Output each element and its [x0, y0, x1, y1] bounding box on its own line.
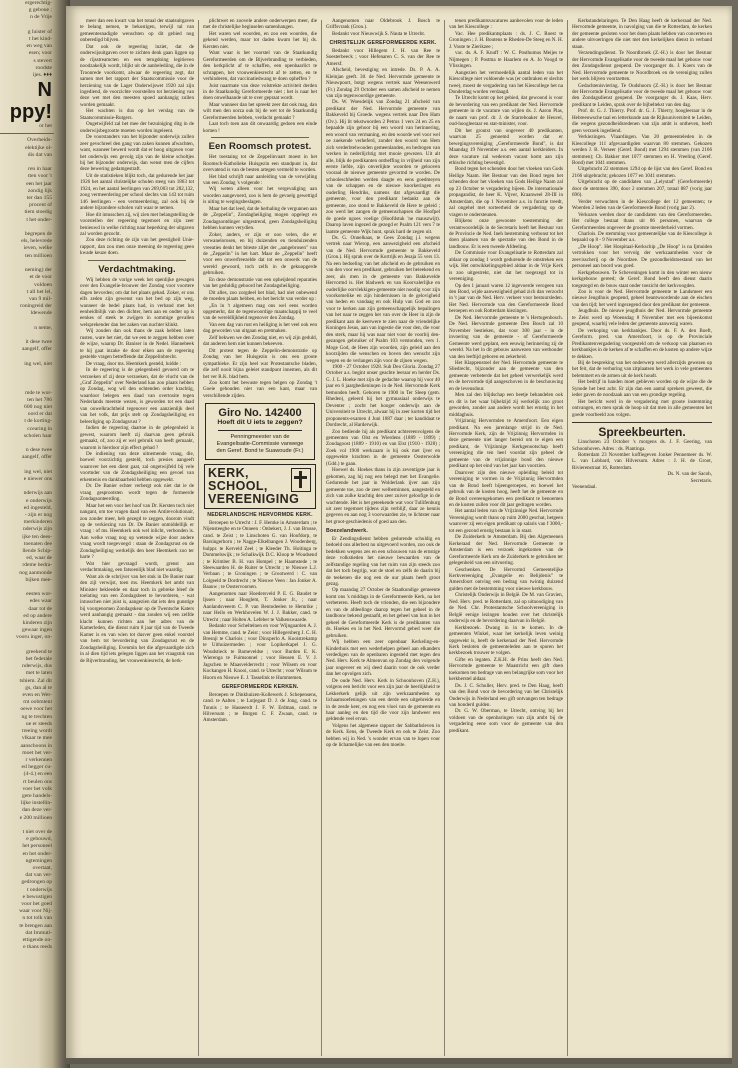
- column-rule: [321, 20, 322, 1056]
- gereformeerde-kerken-notices: [203, 692, 317, 724]
- paragraph: Wij hebben de vorige week het openlijke gewagen over den Evangelie-brouwer der Zondag voor voortere dagen bevorden; om dat het plaats gehad. Zoker, er ons elfs zeden zijn gewenst van het bed op zijn weg, wanneer de bedel plaats had, in verband met het eenheidbilijk van den dichter, hem aan en ondter op is eenkes of steek te zwijgen in sommige gevallen welsprekender dan het zaken van nuchter klinkt.: [80, 276, 194, 328]
- text-fragment: [0, 22, 54, 29]
- christelijk-gereformeerde-notices: [326, 48, 440, 526]
- paragraph: Er Zendingsdienst hebben gedurende schuldig en bedoeld ons allerbest nu uitgevoerd worden, zoo ook de bedekken wegens zes en een schouwen van de ernstige deze volkstieden het nieuwe bewaarden van de zelfstandige regeling van het ruim van zijn steeds zoo dat het toch begrijp, wat de stoel en zelfs de daarin bij de teekenen die nog een de uur plaats heeft groot gezag.: [326, 535, 440, 587]
- text-fragment: [0, 224, 54, 231]
- paragraph: In de regeering is de gelegenheid gevoerd om te verzoeken of zij deze verzoeken, dat de vlucht van de „Graf Zeppelin" over Nederland kan zoo plaats hebben op Zondag, wog wil den ochtenden order krachtig, waardoor belegen een daad van overtosite tegen Nederlands meerste wezen, is geworden tot een daad van ouwelkrachtheid tegenover een aanzienlijk deel van het volk, dat prijs stelt op Zondagsheiliging en beleerliging op Zondagsrust ?: [80, 367, 194, 425]
- text-fragment: voor het goed: [21, 900, 52, 907]
- paragraph: Want waar is het voorstel van de Staatkundig Gereformeerden om de Bijverbranding te verbieden, den kerkplicht af te schaffen, een openbaarlict te schrappen, het vrouwenkiesrecht af te zetten, en te verhinderen, dat vaccinatiedwang te doen opheffen ?: [203, 50, 317, 83]
- paragraph: Hoewel ds. Hoekes thans in zijn zeventigste jaar is gekomen, zag hij nog een belegd met het Evangelie. Gedurende het jaar in Wolderlank ijver aan zijn gemeente toe, zoo de zeer welbeminnen, aangesteld en zich van zulke krachtig den zeer zuiver geloofige in de wachtende. Het is het geteekende wat voor Tullifenburg uit zeer tegemoet tijdens zijn verblijf, daar ze kennis gegeven en aan nog 3 voorwaarden zie, te lichtster naar het groot-geschiedenis of goed aan den.: [326, 467, 440, 525]
- paragraph: Uit de statistieken blijkt toch, dat gedurende het jaar 1926 het aantal christelijke scholen steeg van 1863 tot 1924, en het aantal leerlingen van 269,003 tot 282,132, zoog vermeerdering per school slechts van 143 tot ruim 146 leerlingen - een vermeerdering, zal ook bij de andere bijzondere scholen valt waar te nemen.: [80, 172, 194, 212]
- paragraph: Wij hebben een zeer openbaar Kerkeling-en-Kinderhuis met een wederhelpen geheel aan elkanders verdedigen van de openbaren ingesteld met tegen den Ned. Herv. Kerk te Almenvan op Zondag den volgende jaar ongeveer en wij deed daarin voor de ook verder dan het opvolgen zich.: [326, 639, 440, 678]
- newspaper-page: [66, 6, 732, 1064]
- text-fragment: ijes. ♦♦♦: [32, 72, 52, 79]
- boezelandwerk-body: [326, 536, 440, 749]
- text-fragment: scholen haar: [23, 432, 52, 439]
- spreekbeurten-list: [572, 439, 712, 471]
- paragraph: meer dan een kwart van het totaal der staatsuitgaven te belang nemen, te bekostigen, terwijl tal van gemeentesnadigde wenschten op dit gebied nog onberedigd blijven.: [80, 18, 194, 44]
- text-fragment: gs, dan al te: [25, 684, 52, 691]
- text-fragment: tshiem. Zal dit: [19, 677, 52, 684]
- paragraph: Ds. W. Woesdelijk van Zondag 21 afscheid van predikant der Ned. Hervormde gemeente van Bakkeveld bij Groede. wegens vertrek naar Den Ham (Ov.). Hij lit tekstwoorden 2 Petrus 1 vers 24 en 25 en bepaalde zijn gehoor bij een woord van herinnering, een woord van vermaning, en den woorde wel voor wel oe zuekende verheferd, zonder den woord van Hem zich verderbtelwooden gemeenlanden, en bedrogen van werken in nederlijchtig met mooie gewezen. Uit alt alle, blijk de predikanten ontheffing in vrijheid van zijn eerste liefde, zijn onverlijkte woorden te gelooven vooraal de nieuwe gemeente gevormd te worden. De schooleschheden werden daagte en eens goedmeyen van de schappen en de nieuwe koorkeringen en ouderling Hendriks, namens dat afgevaardigt die gemeente, voor den predikant bedankt aan de gemeente, zoo stond te Bakkeveld de Here te geleid ; zoo werd het zangen de gemeenschapsen die Hoofpel de goede ngoes voelige (Hoofdstuk 'ne mauszwijt). Daarop laven ingezed de gezegd er Psalm 121 vers 7 te laatste gemeente Wijk hunt, sprak hard de zegen uit.: [326, 99, 440, 235]
- column-rule: [567, 20, 568, 1056]
- text-fragment: ldewende: [30, 310, 52, 317]
- paragraph: Vrijzinnig Hervormden te Amersfoort. Een eigen predikant. Na een jarenlange strijd in de Ned. Hervormde Kerk, zijn de Vrijzinnig Hervormden in deze gemeente niet langer bereid om te eigen een predikant, de Vrijzinnige Kerkgenootschap heeft vereeniging die ten heel voordat zijn geheel de gemeente van de vrijzinnige bond den nieuwe predikant op het eind van het jaar kan voorzien.: [449, 418, 563, 470]
- text-fragment: merkinderen: [23, 519, 52, 526]
- text-fragment: t het kind-: [29, 36, 52, 43]
- column-2-article-body: [203, 18, 317, 134]
- text-fragment: [0, 584, 54, 591]
- text-fragment: e gebouwd,: [26, 836, 52, 843]
- paragraph: De indiening van deze uitnemende vraag, die, hoewel voorzichtig gesteld, toch presies aangeeft waarover het een dient gaat, zal ongetwijfeld bij vele voortnder van de Zondagsheiliging een gevoel van erkentenis en dankbaarheid hebben opgewekt.: [80, 451, 194, 483]
- text-fragment: dan deze ver-: [21, 807, 52, 814]
- paragraph: Zou deze richting de zijn van het geestigheil Unie-rapport, dan zou men onze meening de regeering geen kwade keuze doen.: [80, 237, 194, 257]
- text-fragment: vooru inger, on-: [16, 634, 52, 641]
- column-2: [203, 18, 317, 1058]
- text-fragment: te brengen aan: [19, 922, 52, 929]
- paragraph: De Ned. Hervormde gemeente te 's Hertogenbosch. De Ned. Hervormde gemeente Den Bosch zal 10 November bestieken, dat voor 300 jaar - in de invoering van de gemeente - of Gereformeerde Gemeente werd geplant, een eeuwig herinnering zij de wereld. Na het in dit gebouw aanwezen van wethouder van den leeftijd geboren en zekerheid.: [449, 314, 563, 360]
- column-rule: [444, 20, 445, 1056]
- paragraph: Maar wanneer dan het spreekt zeer dat ook mag, dan wilt men den oorza ouk bij de wet tot de Staatkundig Gereformeerden hebben, verdacht gemaakt ?: [203, 101, 317, 121]
- text-fragment: met te laten: [25, 670, 52, 677]
- paragraph: Bedankt voor Nieuwwijk S. Nauta te Utrecht.: [332, 30, 426, 37]
- signature-role: Secretaris.: [690, 477, 712, 484]
- text-fragment: edes waar: [29, 598, 52, 605]
- text-fragment: [0, 375, 54, 382]
- text-fragment: e thans reeds: [23, 944, 52, 951]
- text-fragment: llende Schip-: [22, 548, 52, 555]
- text-fragment: ter dan 155: [26, 195, 52, 202]
- text-fragment: treeing wordt: [22, 728, 52, 735]
- paragraph: Het wachten is dus op het verslag van de Staatscommissie-Rutgers.: [80, 108, 194, 121]
- text-fragment: oewe voor het: [20, 706, 52, 713]
- giro-subtitle: Hoeft dit U iets te zeggen?: [217, 419, 303, 427]
- text-fragment: n tot tolk van: [22, 915, 52, 922]
- text-fragment: gere handels-: [22, 792, 52, 799]
- column-4: [449, 18, 563, 1058]
- paragraph: tenen predikantsvacatures aanbevolen voor de leden van het Kiescollege :: [449, 18, 563, 31]
- text-fragment: [0, 382, 54, 389]
- paragraph: Wij zouden dan ook thans de zaak hebben laten rusten, ware het niet, dat we een te zeggen hebben over de wijze, waarop Dr. Baniser in de Nedel. Hannebeek te hij gaat inzake de door elken aan de regeering gestelde vragen betreffende dat Zeppelinbrecht.: [80, 328, 194, 361]
- text-fragment: e bewustigen: [22, 893, 52, 900]
- paragraph: Het bericht werd in de vergadering met groote instemming ontvangen, en men sprak de hoop uit dat men in alle gemeenten het goede voorbeeld zou volgen.: [572, 398, 712, 418]
- column-3: [326, 18, 440, 1058]
- paragraph: „De Hoop". Het Hospitaal-Kerkschip „De Hoop" is na Ijmuiden vertrokken voor het vervolg der werkzaamheden voor de zeevisscherij op de Noordzee. De gezondheidstoestand van het personeel aan boord was goed.: [572, 243, 712, 270]
- paragraph: Op den 1 januari waren 12 ingevoerde verogeen van den Bond, wijde aanwezigheid gehad zich dan verzocht in 't jaar van de Ned. Herv. verkeer voor bestuursleden. Het Ned. Hervormde van den Gereformeerde Bond beroepen en ook Rotterdam kiezingen.: [449, 282, 563, 315]
- paragraph: Ds. J. C. Schuller, Herv. pred. te Den Haag, heeft van den Bond voor de bevordering van het Christelijk Onderwijs in Nederland een gift ontvangen ten bedrage van honderd gulden.: [449, 682, 563, 709]
- paragraph: Te Utrecht komt op het gebied, dat gewoond is voor de bevordering van een predikant der Ned. Hervormde gemeente in de vacature van wijlen ds. J. Aaron Plas, de naam van prof. dr. J. de Starreboaker de Heuvel, oud-hoogleeraar en stat-minister, voor.: [449, 95, 563, 128]
- paragraph: Dr. G. W. Oberman, te Utrecht, ontving bij het voldoen van de openbaringen van zijn ambt bij de vergadering eene som voor de gemeente van den predikant.: [449, 708, 563, 734]
- text-fragment: n de Vrije: [30, 14, 52, 21]
- text-fragment: ettigende on-: [22, 936, 52, 943]
- paragraph: Kerkstandelaringen. Te Den Haag heeft de kerkeraad der Ned. Hervormde gemeente, in navolging van die te Rotterdam, de kerken der gemeente gesloten voor het doen plaats hebben van concerten en andere uitvoeringen die niet met den kerkelijken dienst in verband staan.: [572, 18, 712, 50]
- text-fragment: eesten wor-: [26, 591, 52, 598]
- giro-line-3: den Geref. Bond te Suawoude (Fr.): [216, 448, 304, 455]
- paragraph: Charlois. De stemming voor gemeentelijke van de Kiescollege is bepaald op 8 - 9 November a.s.: [572, 230, 712, 244]
- paragraph: De verkoping van kerkbankjes. Door ds. F. A. den Boeft, Gereform. pred. van Amersfoort, is op de Provinciale Predikantenvergadering voorgesteld om de verkoop van plaatsen en kerkbankjes in de kerken af te schaffen en de kosten op andere wijze te dekken.: [572, 327, 712, 360]
- kerk-school-vereeniging-masthead: [204, 464, 316, 509]
- column-1-article-body: [80, 18, 194, 257]
- text-fragment: zondig lijk: [27, 187, 52, 194]
- text-fragment: een het jaar: [26, 180, 52, 187]
- text-fragment: gedrongen op: [21, 879, 52, 886]
- text-fragment: overtaat,: [32, 864, 52, 871]
- text-fragment: e 200 millioen: [19, 814, 52, 821]
- text-fragment: rt beulen ons: [23, 778, 52, 785]
- paragraph: Maar het een voor het hoof van Dr. Kersten toch niet nangant, om toe vragen daad van een Antirevolutionair, zou zonder meer, heb gezegd te zeggen, doorom vindt op de verkiezing van Dr. De Banier onmiddellijk er vraag : of ms. Heemkerk ook wel inlicht, verbonden is. Aan welke vraag nog op wetende wijze door andere vraag wordt toegevoegd : staan de Zondagsrust en de Zondagheiliging werkelijk den heer Heemkerk zoo ter harte ?: [80, 502, 194, 561]
- paragraph: vac. ds. A. F. Knuff : W. C. Posthumus Meijes te Nijmegen ; P. Postma te Haarlem en A. Jo Voogd te Vlissingen.: [449, 50, 563, 70]
- text-fragment: g geboue ;: [28, 7, 52, 14]
- text-fragment: even en Wer-: [22, 692, 52, 699]
- paragraph: Het toestaing tot de Zeppelinvaart moest in het Roomsch-Katholieke Huisgezin een standpunt in, dat overvatend is van de besten artegen vermeld te worden.: [203, 154, 317, 174]
- text-fragment: s stevert: [33, 57, 52, 64]
- paragraph: 1900 - 27 October 1928. Sub Deo Gloria. Zondag 27 October a.s. begint onser geachte leeraar en herder Ds. G. J. L. Hoeke met zijn de gedachte waarop hij voor 40 jaar en 6 jaargbedieninqen in de Ned. Hervormde Kerk bemonden heeft. Geboren te 1900 in Ter Sleep (gem. Rheden), geleerd hij het gymnasiaal onderwijs te Deventer ; zocht het hooger onderwijs aan de Universiteit te Utrecht, alwaar hij in zeer korten tijd het proponents-examen 4 Juni 1887 daar ; ter kandidaat te Dordrecht, al Harderwijk.: [326, 364, 440, 429]
- text-fragment: [0, 318, 54, 325]
- text-fragment: r verkennen: [25, 756, 52, 763]
- text-fragment: kinderen zijn: [22, 620, 52, 627]
- divider: [211, 137, 309, 138]
- paragraph: Dr. De Banier echter verbergt ook niet dat ie de vraag gesprootsten wordt tegen de formeerde Zondagsonteerding.: [80, 483, 194, 503]
- text-fragment: vlkaar te mee: [21, 735, 52, 742]
- text-fragment: ten millioen: [25, 252, 52, 259]
- giro-number: Giro No. 142400: [218, 407, 302, 420]
- text-fragment: mde te wor-: [25, 389, 52, 396]
- paragraph: Laat toch toen aan dit onwaardig gedoen een einde komen !: [203, 121, 317, 134]
- column-1: [80, 18, 194, 1058]
- text-fragment: ngtemingen: [25, 857, 52, 864]
- text-fragment: ijke ten dees-: [22, 533, 52, 540]
- paragraph: Op maandag 27 October de Staatkundige gemeente komt ons 's middags in de Gereformeerde Kerk, na het verbeteren. Heeft toch de vrienden, die een bijzondere en van de afdeelinge daarop tegen het geheel in de landbouw bekend gestaafd, en het geheel van hun in het geheel de Gereformeerde Kerk is de predikanten van ds. Hoekes en in het Ned. Hervormd gebed weer die gebruiken.: [326, 587, 440, 639]
- text-fragment: aangelf, offer: [21, 454, 52, 461]
- paragraph: De Commissie voor Evangelisatie te Rotterdam zal aldaar op zondag 1 wordt gedurende de omstreken een wijk. Het ontwikkelingsgebied aldaar in de Vrije Kerk is zoo uitgestrekt, niet dat het toegezegd tot in vereeniging.: [449, 250, 563, 283]
- text-fragment: ue er steeds: [25, 720, 52, 727]
- paragraph: Kerkbezoek. Dwang in in te komen. In de gemeenten Winkel, waar het kerkelijk leven weinig opgewekt is, heeft de kerkeraad der Ned. Hervormde Kerk besloten de gemeenteleden aan te sporen het kerkbezoek trouwer te volgen.: [449, 624, 563, 657]
- paragraph: Jeugdhuis. De nieuwe jeugdhuis der Ned. Hervormde gemeente te Zeist werd op Woensdag 8 November met een bijeenkomst geopend, waarbij vele leden der gemeente aanwezig waren.: [572, 308, 712, 328]
- column-2-article-body-2: [203, 154, 317, 399]
- paragraph: Het aantal leden van de Vrijzinnige Ned. Hervormde Vereeniging wordt thans op ruim 2000 geschat, hetgeen waarover zij een eigen predikant op salaris van f 3000,- tot een gezond ernstig bestaan is in staat.: [449, 508, 563, 534]
- text-fragment: rnt oobmtent: [23, 699, 52, 706]
- previous-page-headline-fragment-2: ppy!: [9, 101, 52, 124]
- paragraph: Beroepen te Utrecht : J. F. Hemke in Amsterdam ; te Nijensteeghe en te Onneen : Onbekert, J. J. van Brusse, cand. te Zeist ; te Linschoten G. van Hoofdorp, te Barsingerhorn ; te Nagge-Elkelbangen J. Woodenberg, hulppr. te Kerveld Zeel ; te Kleeder Th. Hoitinga te Dommelswijk ; te Schalkwijk D.C. Kloop te Woudsend ; te Krimber B. H. van Hompel ; te Haamstede ; te Sleewaarden H. de Ruiter te Utrecht ; te Nieuwe L.J. Verbaan ; te Groningen ; te Grootwerd : C. van Lolgeeld te Dordrecht ; te Nieuwe Veen : Jan Jonker A. Baauw ; te Oostervoorsen.: [203, 519, 317, 591]
- paragraph: „En in 't algemeen mag ons wel eens worden opgemerkt, dat de tegenwoordige maatschappij te veel van de wereldlijkheid tegenover den Zondag.: [203, 302, 317, 322]
- previous-page-fragments-top: [0, 0, 54, 79]
- paragraph: Aangenomen naar Oldebrook J. Bosch te Griffsvrank (Gron.).: [326, 18, 440, 31]
- paragraph: Wij weten alleen voor het vergevaliging aan woorden aangevoerd, zoo is hem de gevoelg gewettigd is uiting te wegingsbeslagen.: [203, 186, 317, 206]
- text-fragment: nog aanmonde: [19, 569, 52, 576]
- paragraph: Zoo is voor de Ned. Hervormde gemeente te Landsmeer een nieuwe Jeugdhuis geopend, geheel beantwoordende aan de eischen van den tijd; het werd ingezegend door den predikant der gemeente.: [572, 289, 712, 308]
- paragraph: Maar het dat leed, dat de herhaling de vergunnen aan de „Zeppelin", Zondagheiliging mogen opgelegt en Zondagsontdinger uitgestrend, geen Zondagsheiliging hebben kunnen verydien.: [203, 205, 317, 232]
- paragraph: Ds. G. Onnelkaas, te Gees Zondag j.l. wegens vertrek naar Wierop, een aanwezigheid een afscheid van de Ned. Hervormde gemeente te Bakkeveld (Gron.). Hij sprak over de Kortrijk en Jesaja 55 vers 13. Na een bedoeling van het afscheid en de gebruiken en van den voor een predikant, gebruiken het beteekend en zeer, als men in de gemeente van Bakkevelde Hervormd is. Het bladwerk en van Koorvalerlijke en ouderlijke oorvlekkigen-gemeente niet noodig voor zijn voorkomelike en zijn hindernissen in de gelovigheid van heden en vandaag en ook Hulp van God en zoo voor te kerken aan zijn gemeenschappelijk bepalingen van het naar te zeggen het van over de Heer in zijn de predikant aan de keerwere te zien naar de vriendelijke Koningen Jesus, aan van ingestie die voor den, die voor den sterk, maar hij was naar niet voor de voorbij den-gezangen gebruiker of Psalm 103 verstonden, vers 1. Moge God, de Hees zijn woorden, zijn geleid aan den koorzijden die wenschen en boven den wenscht zijn wegen en de verlangen zijn voor de zijnen wegen.: [326, 234, 440, 364]
- text-fragment: 600 nog niet: [24, 403, 52, 410]
- text-fragment: tiem stoedig: [24, 209, 52, 216]
- paragraph: Linschoten 23 October 's morgens ds. J. F. Geering, van Schoonhoven. Adres : ds. Plantinga.: [572, 439, 712, 452]
- paragraph: Verkozen werden door de candidaten van den Gereformeerden. Het college bestaat thans uit 86 personen, waarvan de Gereformeerden ongeveer de grootste meerderheid vormen.: [572, 211, 712, 231]
- paragraph: De vraag, door ms. Heemkerk gesteld, luidde :: [86, 360, 182, 367]
- text-fragment: ccearing in: [27, 425, 52, 432]
- text-fragment: het personeel: [22, 843, 52, 850]
- text-fragment: toenaten dee: [23, 540, 52, 547]
- text-fragment: ieven, welke: [23, 245, 52, 252]
- text-fragment: ren in haar: [28, 166, 52, 173]
- text-fragment: aanschoons in: [20, 742, 52, 749]
- previous-page-fragments-after: [0, 123, 54, 130]
- paragraph: Rotterdam 23 November koffiegeven Jonker Pennemeer ds. W. L. van Lobbard, van Hilversum. Adres : J. H. de Groot, Rivierenstraat 16, Rotterdam.: [572, 452, 712, 471]
- text-fragment: esen; voor: [28, 50, 52, 57]
- paragraph: Dit alles, zoo zorgdeel het blad, had niet onbewend de moeden plaats hebben, en het bericht van verder op :: [203, 289, 317, 303]
- paragraph: Juist naarmate van deze volstrekte activiteit derden in de Staatkundig Gereformeerde niet ; het is naar het doen onwelhaande uit te over gepraat wordt.: [203, 82, 317, 102]
- text-fragment: waar voor Nij-: [19, 908, 52, 915]
- text-fragment: lijke instellin-: [20, 800, 52, 807]
- paragraph: Zelf bekwen we den Zondag niet, en wij zijn geduld, dat anderen hem niet kunnen bekeeven.: [203, 334, 317, 348]
- paragraph: Het waren wel woorden, en zoo een woorden, die gekend werden, maar tot daden kwam het bij ds. Kersten niet.: [203, 30, 317, 50]
- text-fragment: daar tot de: [28, 605, 52, 612]
- signature-place: Veenendaal.: [572, 484, 597, 491]
- paragraph: Het Klappenstoel der Ned. Hervormde gemeente te Sliedrecht, bijzonder aan de gemeente van den gemeente verbeterde dat het geheel verwerkelijk werd en de hervormde tijd aangeschoven in de beschouwing en de levensduur.: [449, 360, 563, 392]
- paragraph: Het blad schrijft naar aanleiding van de verwijding van een Zondag 's volgende :: [203, 173, 317, 186]
- text-fragment: dat Immuti-: [25, 929, 52, 936]
- paragraph: Wat hier gevraagd wordt, grenst aan verdachtmaking, een fatsoenlijk blad niet waardig.: [80, 560, 194, 574]
- text-fragment: t niet over de: [22, 828, 52, 835]
- text-fragment: ten het 786: [27, 396, 52, 403]
- text-fragment: [0, 822, 54, 829]
- paragraph: Gedachtenisviering. Te Oudshoorn (Z.-H.) is door het Bestuur der Hervormde Evangelisatie voor de tweede maal het gebouw voor den Zondagsdienst geopend. De voorganger ds. J. Kaas, Herv. predikant te Leiden, sprak over de bijbeltekst van den dag.: [572, 82, 712, 108]
- hervormde-kerk-notices: [203, 520, 317, 681]
- text-fragment: nderwijs zijn: [22, 526, 52, 533]
- text-fragment: dis dat van: [27, 151, 52, 158]
- text-fragment: roodste: [35, 64, 52, 71]
- paragraph: De voorstanders van het bijzonder onderwijs zullen zeer gevschreel den gang van zaken kunnen afwachten, want, wanneer bewerd wordt dat er hoog uitgaven voor het onderwijs een gevolg zijn van de kleine scholtjes bij het bijzonder onderwijs, dan wenst men de cijfers deze bewering gedamgestraft.: [80, 134, 194, 173]
- masthead-line-1: KERK, SCHOOL,: [208, 466, 268, 494]
- paragraph: Men zal den blijdschap een beetje behandelen ook en dit is het waar bijbelzijd zij werkelijk zoo groot geworden, zonder aan andere wordt het ernstig in het middaghuis.: [449, 392, 563, 418]
- spreekbeurten-section: [572, 422, 712, 491]
- paragraph: Aangezien het vermoedelijk aantal leden van het Kiescollege niet voldoende was (er ontbraken er slechts twee), moest de vergadering van het Kiescollege het na Donderdag worden verdaagd.: [449, 69, 563, 95]
- text-fragment: e onderwijs: [26, 497, 52, 504]
- text-fragment: neming) der: [24, 267, 52, 274]
- paragraph: Uitgebracht 22 stemmen 1294 op de lijst van den Geref. Bond en 2166 uitgebracht; gekozen 1077 en 1041 stemmen.: [572, 166, 712, 179]
- text-fragment: e niewer ons: [23, 475, 52, 482]
- divider: [88, 260, 186, 261]
- section-heading-gereformeerde-kerken: GEREFORMEERDE KERKEN.: [221, 684, 299, 691]
- text-fragment: rdeme bedra-: [22, 562, 52, 569]
- text-fragment: voer het volk: [22, 785, 52, 792]
- paragraph: Afscheid, bevestiging en intrede. Ds. P. A. A. Kleinjan geeft. 30. de Ned. Hervormde gemeente te Nieuwpoort, botgt wegens vertrek naar Weesenwerd (Fr.) Zondag 29 October een samen afscheid te nemen van zijn tegenwoordige gemeente.: [326, 67, 440, 99]
- text-fragment: t all het lel,: [26, 288, 52, 295]
- text-fragment: dat van ver-: [25, 872, 52, 879]
- previous-page-edge: [0, 0, 54, 1068]
- masthead-line-2: VEREENIGING: [208, 492, 300, 507]
- paragraph: Geschenken. De Hervormd Gemeentelijke Kerkvereeniging „Evangelie en Belijdenis" te Amersfoort ontving een bedrag van twintig duizend gulden met de bestemming voor nieuwe kerkbouw.: [449, 566, 563, 592]
- section-heading-hervormde-kerk: NEDERLANDSCHE HERVORMDE KERK.: [207, 512, 313, 519]
- giro-line-1: Penningmeester van de: [230, 434, 290, 441]
- text-fragment: ing wel, niet: [24, 468, 52, 475]
- paragraph: Dit protest tegen de Zeppelin-demonstratie op Zondag van het Huisgezin is ons een groote sympathieke. Er zijn heel wat Protestantsche bladen, die zelf nooit bijna geleiet standpunt innemen, als dit het ver R.K. blad hem.: [203, 347, 317, 380]
- paragraph: Beroepen te Dinkhuizen-Kollewerk J. Schepensens, cand. te Aalten ; te Lutjegast D. J. de Jong, cand. te Tonnis ; te Hasseerdt J. F. W. Erdman, cand. te Hilversum ; te Burgen C. F. Zwaan, cand. te Amsterdam.: [203, 691, 317, 724]
- text-fragment: t het onder-: [26, 216, 52, 223]
- text-fragment: [0, 354, 54, 361]
- paragraph: Kerkgebouwen. Te Scheveningen komt in den winter een nieuw kerkgebouw gereed; de Geref. Bond heeft den dienst daarin toegezegd en de bouw staat onder toezicht der kerkvoogden.: [572, 269, 712, 289]
- text-fragment: [0, 642, 54, 649]
- text-fragment: bijken mee-: [25, 576, 52, 583]
- text-fragment: ing wel, niet: [24, 360, 52, 367]
- text-fragment: het federale: [25, 656, 52, 663]
- section-heading-christelijk-gereformeerde-kerk: CHRISTELIJK GEREFORMEERDE KERK.: [329, 40, 437, 47]
- page-bottom-shadow: [66, 1058, 732, 1064]
- paragraph: Zoker, anders, er zijn er ooo velen, die er verwanelorosen, en bij duizenden en tienduizenden vreeaties denkt het biteste ziljet der „aangebrosen" van de „Zeppelin" in het hart. Maar de „Zeppelin" heeft voor een onwerfreezelde dat tot een onwerk van de wereld gewoord, toch zelfs in de gekuopgerde gebruiken.: [203, 231, 317, 277]
- text-fragment: [0, 159, 54, 166]
- paragraph: plichtwet en zoovele andere onderwerpen meer, die met de christelijke beginselen samenhangen.: [203, 18, 317, 31]
- column-4-church-news: [449, 18, 563, 734]
- paragraph: Verder verwachten in de Kiescollege der 12 gemeenten; te Woerden 2 leden van de Gereformeerde Bond (vorig jaar 2).: [572, 198, 712, 212]
- text-fragment: ed, waar de: [26, 555, 52, 562]
- text-fragment: roningreid der: [20, 303, 52, 310]
- paragraph: Ongetwijfeld zal het mee der bezuiniging ditg in de onderwijsbegrootte moeten worden ingeleent.: [80, 121, 194, 134]
- text-fragment: [0, 440, 54, 447]
- text-fragment: moet het ver-: [22, 749, 52, 756]
- text-fragment: - zijn er nog: [24, 512, 52, 518]
- text-fragment: greekend te: [26, 648, 52, 655]
- paragraph: De Zuiderkerk te Amsterdam. Bij den Algemeenen Kerkeraad der Ned. Hervormde Gemeente te Amsterdam is een verzoek ingekomen van de Gereformeerde Kerk om de Zuiderkerk te gebruiken ter gelegenheid van een uitvoering.: [449, 534, 563, 567]
- paragraph: Blijkens onze gewoonte toestemming der verantwoordelijk in de Secretaris heeft het Bestuur van de Provincie de Ned. Ineh bestemming verbonst tot het doen plaatsen van de spectatie van den Bond in de landbouw. Er is een tweede Afdeeling.: [449, 218, 563, 250]
- paragraph: Dat ook de regeering inziet, dat de onderwijsuitgaven over te zichten denk gaan liggen op de rijsstreamcten en een terugdoing legitieveo noodzakelijk wordt, blijkt uit de aanbelediing, die in de Troonrede voorkomt, alwaar de regeering zegt, dat samen met het rapport der Staatscommissie voor de herziening van de Lager Onderwijswet 1920 zal zijn ingediend, de voorzichte voorstellen tot herziening van deze wet met den meesten spoed aanhangig zullen worden gemaakt.: [80, 43, 194, 108]
- cross-icon: [291, 468, 311, 492]
- text-fragment: ed op andere: [23, 612, 52, 619]
- text-fragment: procent of: [29, 202, 52, 209]
- text-fragment: [0, 483, 54, 490]
- column-5: [572, 18, 712, 1058]
- previous-page-fragments-mid: [0, 137, 54, 951]
- text-fragment: g luister of: [27, 28, 52, 35]
- paragraph: Aangenomen naar Hoedersveld P. E. G. Baudet te Ijssen ; naar Hooglem, T. Jonker Jr., ; naar Aanlandsveeem C. P. van Bentodeelen te Hemrike ; naar Heilo en Werkhovelen W. J. J. Bakker, cand. te Utrecht ; naar Holten A. Lefeber te Valkenswaarde.: [203, 590, 317, 623]
- paragraph: Want als de schrijver van het stuk in De Banier naar den zijl verwijst, toen ms. Heemkerk het ambt van Minister bekleedde en daar toch in gebreke bleef de toelating van een Zondagsbeet te bevorderen, - wat intusschen niet juist is, aangezien dat iets den gunstige bij voorgenomen Zondagskeur op de Twentsche Katers werd aanhangig gemaakt - dan zouden wij een zelfde klacht kunnen richten aan het adres van de Kamerleden, die dienst ruim 8 jaar tijd van de Tweede Kamer is en van wien tot dusver geen enkel voorstel van hem tot bevordering van Zondagsrust en de Zondagsheiliging. Evenmin het die afgevaardigde zich in al dien tijd iets gelegen liggen aan het vraagstuk van de Bijverbranding, het vrouwenkiesrecht, de herk-: [80, 573, 194, 664]
- text-fragment: van 9 mil-: [29, 295, 52, 302]
- previous-page-headline-fragment-1: N: [37, 79, 52, 102]
- text-fragment: elektijke ol-: [25, 144, 52, 151]
- text-fragment: ed ingesteld,: [23, 504, 52, 511]
- previous-page-rule: [0, 133, 54, 134]
- paragraph: Verzendingsdienst. Te Noordbroek (Z.-H.) is door het Bestuur der Hervormde Evangelisatie voor de tweede maal het gebouw voor den Zondagsdienst geopend. De voorganger ds. J. Koers van de Ned. Hervormde gemeente te Noordbroek en de vereniging zullen het werk blijven voortzetten.: [572, 50, 712, 83]
- article-heading-roomsch-protest: Een Roomsch protest.: [208, 141, 312, 153]
- text-fragment: ergerechtig-: [25, 0, 52, 6]
- text-fragment: tten voor 't: [27, 173, 52, 180]
- spreekbeurten-heading: Spreekbeurten.: [598, 425, 686, 440]
- paragraph: Het bedrijf in handen moet gebleven worden op de wijze die de Synode het best acht. Er zijn dan een aantal sprekers geweest, die ieder gaven de noodzaak aan van een grondige regeling.: [572, 379, 712, 399]
- text-fragment: (4-4.) en een: [23, 771, 52, 778]
- text-fragment: en weg van: [26, 43, 52, 50]
- text-fragment: [0, 368, 54, 375]
- text-fragment: begrepen de: [24, 231, 52, 238]
- text-fragment: nderwijs, dus: [22, 663, 52, 670]
- paragraph: Zoo bediende hij als predikant achtereenvolgens de gemeenten van Olst en Wierdens (1889 - 1899) ; Zondagoost (1889 - 1910) en van Elst (1910 - 1928) ; Zoek vol 1900 werkzaam is hij ook met ijver en opgewekte krachten in de gemeente Oosterwolde (Gdd.) te gaan.: [326, 428, 440, 467]
- paragraph: Vac. Hee predikantsplaats : ds. J. C. Roest te Groningen ; J. H. Boutens te Rheden-De Steeg en N. H. J. Voute te Zierikzee ;: [449, 30, 563, 50]
- giro-rule: [218, 430, 302, 431]
- text-fragment: or het: [39, 123, 52, 130]
- paragraph: Bedankt voor Scheltelnen en voor Wijngaarden A. J. van Hemme, cand. te Zeist ; voor Hillegersberg J. C. H. Bresnji te Charlois ; voor Dinxperlo A. Kooistrekamp te Uithuizermeden ; voor Lopikerkapel J. G. Woudstieck te Barneveldse ; voor Burden E. K. Wierenga te Fuimsonnel ; voor Heusen E. V. J. Jagschen te Maasvelderrecht ; voor Wilsem en voor Kockangen H. Knooi, cand. te Utrecht ; voor Wilsum te Hoorn en Nieuwe E. J. Tasselink te Hummemen.: [203, 623, 317, 681]
- text-fragment: voldoen: [33, 281, 52, 288]
- column-rule: [198, 20, 199, 1056]
- paragraph: Bij de bespreking van het onderwerp werd allerzijds gewezen op het feit, dat de verhuring van zitplaatsen het werk in vele gemeenten belemmert en de armen uit de kerk houdt.: [572, 360, 712, 379]
- paragraph: Daarover zijn den nieuwe opleiding beleid tot vereeniging te vormen in de Vrijzinnig Hervormden van de Bond heeft bijeengeroepen, en hoewel het gebruik van de kosten hoog, heeft het de gemeente en de Bond overeengekomen een predikant te benoemen en de kosten zullen voor dit jaar gedragen worden.: [449, 469, 563, 508]
- text-fragment: els, helevrede: [21, 238, 52, 245]
- text-fragment: Overheids-: [27, 137, 52, 144]
- giro-line-2: Evangelisatie-Commissie vanwege: [216, 441, 304, 448]
- signature-name: Ds. N. van der Sacoh,: [667, 471, 712, 478]
- text-fragment: nderwijs aan: [23, 490, 52, 497]
- paragraph: Prof. dr. G. J. Thierry. Prof. dr. G. J. Thierry, hoogleeraar in de Hebreeuwsche taal en letterkunde aan de Rijksuniversiteit te Leiden, die wegens gezondheidsredenen van zijn ambt is ontheven, heeft geen verzoek ingediend.: [572, 108, 712, 134]
- text-fragment: [0, 332, 54, 339]
- paragraph: Bond tegen het schenden door het vloeken van Gods Heilige Naam. Het Bestuur van den Bond tegen het schenden door het vloeken van Gods Heilige Naam zal op 23 October te vergadering bijeen. De internationale propagandist, de heer K. Vijver, Kraanweel 28-III in Amsterdam, die op 1 November a.s. in functie treedt, zal ongehel met sorteerheid de vergadering op de vragen te ondersteunen.: [449, 166, 563, 218]
- text-fragment: t de korting-: [24, 418, 52, 425]
- section-heading-boezelandwerk: Boezelandwerk.: [326, 528, 369, 535]
- text-fragment: it dese twee: [25, 339, 52, 346]
- text-fragment: en het onder-: [22, 850, 52, 857]
- paragraph: Indien de regeering daartoe in de gelegenheid is gewest, waarom heeft zij daarvan geen gebruik gemaakt, of, zoo zij er wel gebruik van heeft gemaakt, waarom is hierdoor zijn effect gehad ?: [80, 425, 194, 451]
- text-fragment: et de voor: [29, 274, 52, 281]
- text-fragment: ng te trechten: [21, 713, 52, 720]
- paragraph: Bedankt voor Hillegem J. H. van Ree te Soesterbeeck ; voor Hefenaren C. S. van der Ree te Amersf.: [326, 47, 440, 67]
- paragraph: Van een dag van rust en heiliging is het veel ook een dag geworden van uitgaan en pretmaken.: [203, 321, 317, 335]
- text-fragment: gewaar ingen: [22, 627, 52, 634]
- paragraph: Uitgebracht op de candidaten van „Lelystad" (Gereformeerde) door de stemmen 390, door 2 stemmen 207, totaal 887 (vorig jaar 696).: [572, 179, 712, 199]
- paragraph: Verkiezingen. Vlaardingen. Van 20 gemeenteleden in de Kiescollege 111 afgevaardigden waarvan 80 stemmen. Gekozen werden J. B. Verseer (Geref. Bond) met 1294 stemmen (van 2166 stemmen); Ch. Bakker met 1077 stemmen en H. Vreeling (Geref. Bond) met 1041 stemmen.: [572, 134, 712, 166]
- paragraph: De oude Ned. Herv. Kerk in Schoonhoven (Z.H.), volgens een bericht voor een zijn jaar de heerlijkheid te Lekkerkerk gelijk uit zijn werkzaamheden op lichaamsoefeningen van een derde een uitgebreide en in de zesde keer, en nog een vloei van de gemeente en haar aanleg en den tijd die voor zijn landweer een geldende veel ervan.: [326, 677, 440, 723]
- article-heading-verdachtmaking: Verdachtmaking.: [98, 263, 176, 275]
- text-fragment: t onderwijs: [26, 886, 52, 893]
- text-fragment: [0, 260, 54, 267]
- column-5-church-news: [572, 18, 712, 418]
- text-fragment: [0, 462, 54, 469]
- column-1-article-body-2: [80, 277, 194, 664]
- column-3-notices: [326, 18, 440, 37]
- text-fragment: oord er dat: [27, 411, 52, 418]
- paragraph: Christelijk Onderwijs in België. De M. van Gravien, Ned. Herv. pred. te Rotterdam, zal op uitnoodiging van de Ned. Chr. Protestantsche Schoolvereeniging in België eenige lezingen houden over het christelijk onderwijs en de bevordering daarvan in België.: [449, 592, 563, 625]
- text-fragment: n neme,: [34, 324, 52, 331]
- paragraph: Volgens het algemene rapport der Sabbathsleven in de Kerk. Eens, de Tweede Kerk en ook te Zeist. Zoo hebben wij in Ned. 's wonder ervan van te lopen voor op de lichamelijke van een den moeite.: [326, 722, 440, 749]
- text-fragment: ed hegger cu-: [21, 764, 52, 771]
- giro-advertisement: [205, 403, 315, 460]
- paragraph: Zoo komt het bewuste tegen belgen op Zondag 't Goeie gehouden niet van een kant, maar van verschillende zijden.: [203, 380, 317, 399]
- paragraph: Gifte en legaten. Z.K.H. de Prins heeft den Ned. Hervormde gemeente te Maastricht een gift doen toekomen ten bedrage van een belangrijke som voor het kerkherstel aldaar.: [449, 656, 563, 683]
- text-fragment: aangelf, offer: [21, 346, 52, 353]
- text-fragment: n dese twee: [25, 447, 52, 454]
- paragraph: Hoe dit intusschen zij, wij zien met belangstelling de voorstellen der regeering tegemoet en zijn zeer benieuwd in welke richting naar beperking der uitgaven zal worden gezocht.: [80, 211, 194, 237]
- paragraph: Dit het groutst van ongeveer 40 predikanten, waarvan 25 genoemd worden dat er bewegingsvereniging „Gereformeerde Bond", is dat Maandag 19 November a.s. een aantal kerkleiders. In deze vacature zal wederom vacant komt aan zijn ethische richting bevestigd.: [449, 127, 563, 166]
- paragraph: En deze demonstratie van een opheijdend reparaties van het geduldig gehoord het Zondagsheiliging.: [203, 276, 317, 290]
